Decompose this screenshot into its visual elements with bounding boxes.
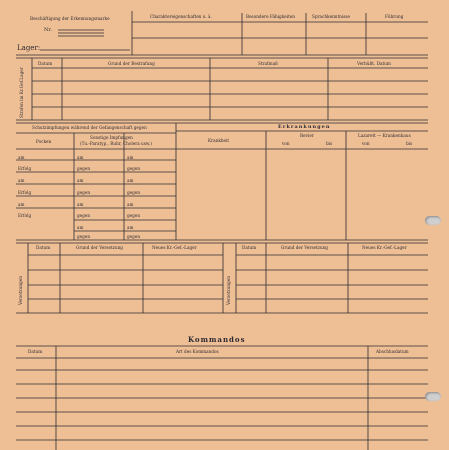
impf-row-b: am xyxy=(77,202,84,207)
strafen-grund-header: Grund der Bestrafung xyxy=(108,61,155,66)
impf-row-a: Erfolg xyxy=(18,166,32,171)
lazarett-bis: bis xyxy=(406,141,413,146)
kommandos-title: Kommandos xyxy=(188,335,246,344)
vers-grund-header-right: Grund der Versetzung xyxy=(281,245,328,250)
impf-row-a: Erfolg xyxy=(18,190,32,195)
impf-row-a: am xyxy=(18,202,25,207)
punch-hole-lower xyxy=(425,392,441,401)
impf-header: Schutzimpfungen während der Gefangenschaft gegen xyxy=(32,125,147,130)
vers-grund-header-left: Grund der Versetzung xyxy=(76,245,123,250)
erkrankungen-title: Erkrankungen xyxy=(278,124,331,130)
impf-row-b: gegen xyxy=(77,213,91,218)
impf-row-a: am xyxy=(18,155,25,160)
impf-row-c: am xyxy=(127,155,134,160)
kommandos-abschluss-header: Abschlusdatum xyxy=(376,349,409,354)
impf-row-c: gegen xyxy=(127,190,141,195)
impf-sonstige-line2: (Tu.-Paratyp., Ruhr, Cholera usw.) xyxy=(80,141,152,146)
impf-row-c: am xyxy=(127,178,134,183)
revier-header: Revier xyxy=(300,133,314,138)
impf-row-b: am xyxy=(77,225,84,230)
impf-row-b: gegen xyxy=(77,190,91,195)
impf-row-c: gegen xyxy=(127,213,141,218)
impf-row-b: gegen xyxy=(77,234,91,239)
vers-lager-header-right: Neues Kr.-Gef.-Lager xyxy=(362,245,407,250)
kommandos-datum-header: Datum xyxy=(28,349,43,354)
impf-row-c: am xyxy=(127,202,134,207)
pocken-header: Pocken xyxy=(36,139,52,144)
lazarett-von: von xyxy=(362,141,370,146)
impf-row-b: am xyxy=(77,178,84,183)
strafen-datum-header: Datum xyxy=(38,61,53,66)
revier-von: von xyxy=(282,141,290,146)
impf-row-a: am xyxy=(18,178,25,183)
strafen-side-label: Strafen im Kr.Gef.Lager xyxy=(19,67,24,118)
verbuesst-header: Verbüßt. Datum xyxy=(357,61,391,66)
versetzungen-side-label-right: Versetzungen xyxy=(226,276,231,305)
impf-row-b: am xyxy=(77,155,84,160)
revier-bis: bis xyxy=(326,141,333,146)
faehigkeiten-header: Besondere Fähigkeiten xyxy=(246,14,295,19)
vers-datum-header-right: Datum xyxy=(242,245,257,250)
impf-row-c: gegen xyxy=(127,234,141,239)
fuehrung-header: Führung xyxy=(385,14,404,19)
impf-row-c: gegen xyxy=(127,166,141,171)
beschaeftigung-label: Beschäftigung der Erkennungsmarke xyxy=(30,16,110,21)
vers-datum-header-left: Datum xyxy=(36,245,51,250)
lazarett-header: Lazarett — Krankenhaus xyxy=(358,133,411,138)
kommandos-art-header: Art des Kommandos xyxy=(176,349,219,354)
strafmass-header: Strafmaß xyxy=(258,61,278,66)
krankheit-header: Krankheit xyxy=(208,138,230,143)
vers-lager-header-left: Neues Kr.-Gef.-Lager xyxy=(152,245,197,250)
lager-label: Lager: xyxy=(17,44,41,52)
versetzungen-side-label-left: Versetzungen xyxy=(18,276,23,305)
nr-label: Nr. xyxy=(44,27,52,33)
punch-hole-upper xyxy=(425,216,441,225)
impf-row-b: gegen xyxy=(77,166,91,171)
impf-sonstige-line1: Sonstige Impfungen xyxy=(90,135,133,140)
charakter-header: Charaktereigenschaften u. ä. xyxy=(150,14,212,19)
sprachen-header: Sprachkenntnisse xyxy=(312,14,350,19)
impf-row-c: am xyxy=(127,225,134,230)
impf-row-a: Erfolg xyxy=(18,213,32,218)
